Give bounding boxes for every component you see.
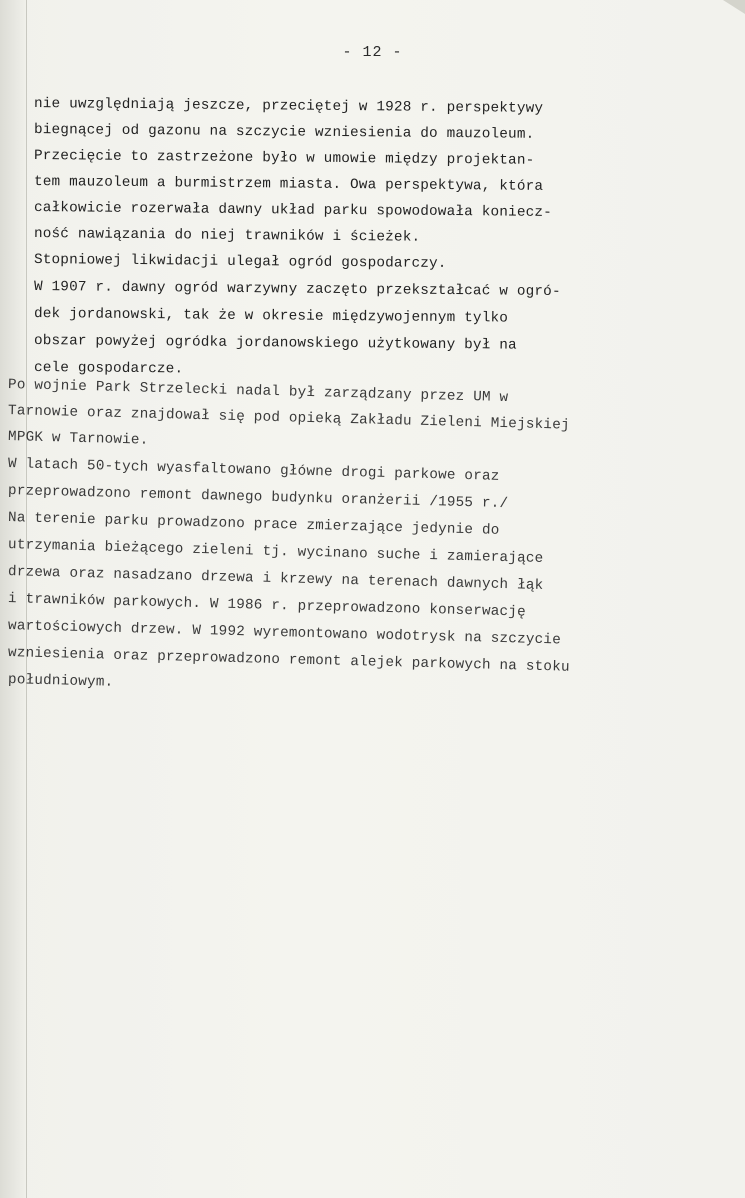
text-line: drzewa oraz nasadzano drzewa i krzewy na terenach dawnych łąk <box>7 564 544 595</box>
text-line: cele gospodarcze. <box>33 360 184 378</box>
text-line: dek jordanowski, tak że w okresie międzywojennym tylko <box>33 306 509 327</box>
text-line: południowym. <box>7 672 114 691</box>
text-line: W 1907 r. dawny ogród warzywny zaczęto przekształcać w ogró- <box>33 279 561 301</box>
text-line: przeprowadzono remont dawnego budynku oranżerii /1955 r./ <box>7 483 509 513</box>
text-line: nie uwzględniają jeszcze, przeciętej w 1928 r. perspektywy <box>33 96 544 117</box>
text-line: utrzymania bieżącego zieleni tj. wycinano suche i zamierające <box>7 537 544 568</box>
text-line: całkowicie rozerwała dawny układ parku spowodowała koniecz- <box>33 200 553 221</box>
text-line: i trawników parkowych. W 1986 r. przeprowadzono konserwację <box>7 591 527 621</box>
text-line: tem mauzoleum a burmistrzem miasta. Owa perspektywa, która <box>33 174 544 195</box>
text-line: W latach 50-tych wyasfaltowano główne drogi parkowe oraz <box>7 456 500 485</box>
text-line: biegnącej od gazonu na szczycie wzniesienia do mauzoleum. <box>33 122 535 143</box>
text-line: MPGK w Tarnowie. <box>7 429 149 449</box>
text-line: Tarnowie oraz znajdował się pod opieką Zakładu Zieleni Miejskiej <box>7 403 570 434</box>
page-corner <box>723 0 745 14</box>
text-line: Przecięcie to zastrzeżone było w umowie między projektan- <box>33 148 535 169</box>
text-line: Stopniowej likwidacji ulegał ogród gospodarczy. <box>33 252 447 272</box>
text-line: wartościowych drzew. W 1992 wyremontowano wodotrysk na szczycie <box>7 618 562 649</box>
text-line: ność nawiązania do niej trawników i ścieżek. <box>33 226 421 246</box>
text-line: Na terenie parku prowadzono prace zmierzające jedynie do <box>7 510 500 539</box>
text-line: wzniesienia oraz przeprowadzono remont alejek parkowych na stoku <box>7 645 570 676</box>
text-line: obszar powyżej ogródka jordanowskiego użytkowany był na <box>33 333 517 354</box>
text-line: Po wojnie Park Strzelecki nadal był zarządzany przez UM w <box>7 377 509 407</box>
page-number: - 12 - <box>342 44 403 61</box>
